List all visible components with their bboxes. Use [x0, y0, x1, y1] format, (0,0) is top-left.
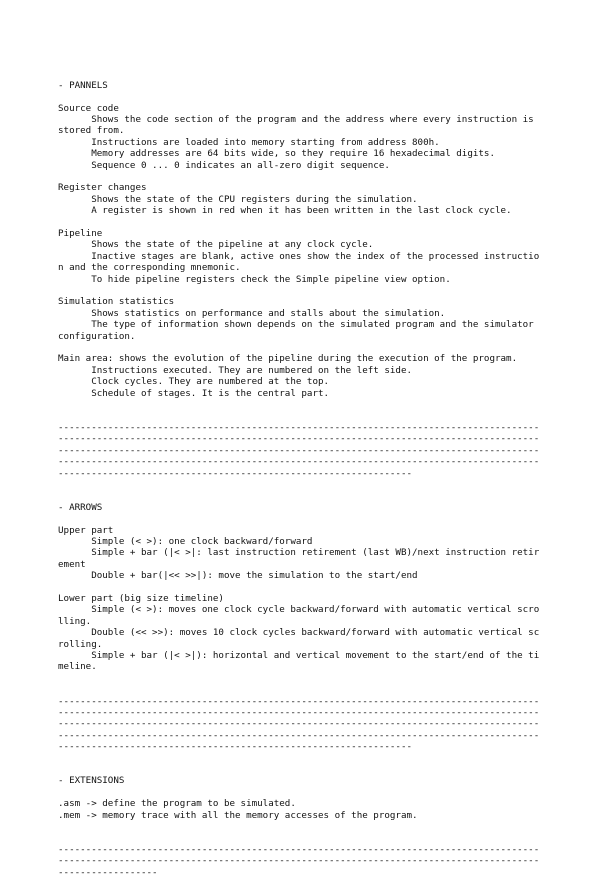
text-line	[58, 171, 542, 182]
text-line: .mem -> memory trace with all the memory accesses of the program.	[58, 809, 418, 821]
text-line: Shows the code section of the program and the address where every instruction is stored from.	[58, 114, 540, 137]
text-line: Source code	[58, 102, 119, 114]
text-line: - PANNELS	[58, 79, 108, 91]
text-line: Inactive stages are blank, active ones show the index of the processed instruction and the corresponding mnemonic.	[58, 250, 540, 274]
text-line	[58, 342, 542, 353]
separator-line-2: ----------------------------------------------------------------------------------------------------------------------------------------------------------------------------------------------------------------------------------------------------------------------------------------------------------------------------------------------------------------------------------------------------------------------------	[58, 695, 540, 753]
text-line: Schedule of stages. It is the central part.	[58, 387, 330, 399]
document-body	[58, 57, 542, 890]
separator-line-3: ------------------------------------------------------------------------------------------------------------------------------------------------------------------------------------------------	[58, 843, 540, 878]
text-line: Simple + bar (|< >|: last instruction retirement (last WB)/next instruction retirement	[58, 547, 540, 570]
text-line: A register is shown in red when it has been written in the last clock cycle.	[58, 205, 512, 217]
text-line	[58, 91, 542, 102]
text-line: Simple (< >): one clock backward/forward	[58, 535, 313, 547]
text-line	[58, 582, 542, 593]
text-line: Register changes	[58, 182, 147, 194]
text-line: Shows the state of the pipeline at any clock cycle.	[58, 239, 374, 251]
text-line: Sequence 0 ... 0 indicates an all-zero digit sequence.	[58, 159, 390, 171]
text-line: Upper part	[58, 524, 114, 536]
text-line: Memory addresses are 64 bits wide, so they require 16 hexadecimal digits.	[58, 148, 495, 160]
text-line: - EXTENSIONS	[58, 775, 125, 787]
text-line	[58, 787, 542, 798]
text-line: Instructions are loaded into memory starting from address 800h.	[58, 136, 440, 148]
separator-line-1: ----------------------------------------------------------------------------------------------------------------------------------------------------------------------------------------------------------------------------------------------------------------------------------------------------------------------------------------------------------------------------------------------------------------------------	[58, 421, 540, 479]
text-line: The type of information shown depends on the simulated program and the simulator configuration.	[58, 319, 540, 342]
text-line: Double + bar(|<< >>|): move the simulation to the start/end	[58, 570, 418, 582]
text-line: Lower part (big size timeline)	[58, 592, 224, 604]
text-line: Simulation statistics	[58, 296, 175, 308]
text-line: .asm -> define the program to be simulated.	[58, 798, 296, 810]
text-line: Shows statistics on performance and stalls about the simulation.	[58, 307, 446, 319]
arrows-section	[58, 502, 542, 673]
text-line: To hide pipeline registers check the Simple pipeline view option.	[58, 273, 451, 285]
pannels-section	[58, 80, 542, 399]
text-line: - ARROWS	[58, 501, 103, 513]
extensions-section	[58, 775, 542, 821]
text-line: Shows the state of the CPU registers during the simulation.	[58, 193, 418, 205]
text-line: Instructions executed. They are numbered on the left side.	[58, 364, 413, 376]
text-line: Simple (< >): moves one clock cycle backward/forward with automatic vertical scrolling.	[58, 604, 540, 627]
text-line	[58, 285, 542, 296]
text-line: Simple + bar (|< >|): horizontal and vertical movement to the start/end of the timeline.	[58, 650, 540, 673]
text-line: Clock cycles. They are numbered at the top.	[58, 376, 330, 388]
text-line: Pipeline	[58, 228, 103, 240]
text-line: Main area: shows the evolution of the pipeline during the execution of the program.	[58, 353, 518, 365]
text-line	[58, 513, 542, 524]
text-line	[58, 217, 542, 228]
text-line: Double (<< >>): moves 10 clock cycles backward/forward with automatic vertical scrolling.	[58, 627, 540, 650]
